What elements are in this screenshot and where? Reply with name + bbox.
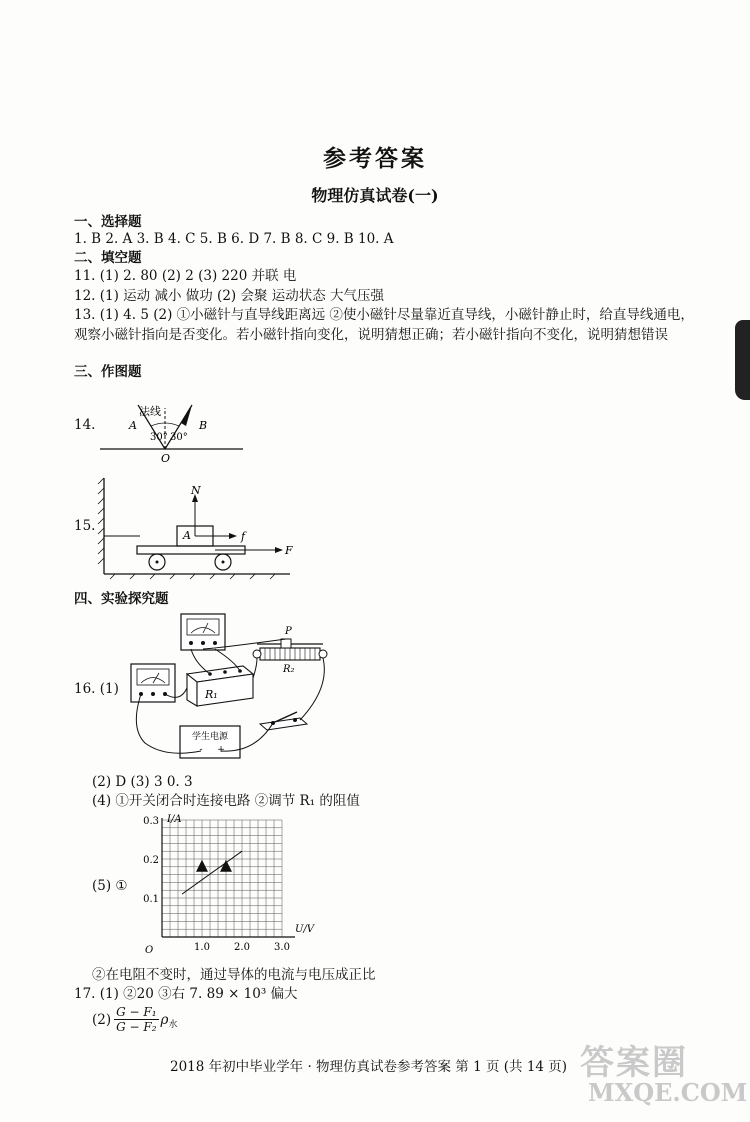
rho-subscript: 水 [168,1020,178,1030]
slider-p-label: P [285,626,292,637]
y-tick-label: 0.3 [143,816,159,827]
angle-right-label: 30° [170,432,188,443]
q16-part4: (4) ①开关闭合时连接电路 ②调节 R₁ 的阻值 [92,793,360,809]
fraction-denominator: G − F₂ [116,1020,157,1034]
data-point [196,860,208,872]
wall-hatching [98,478,104,564]
r2-label: R₂ [283,664,295,675]
angle-left-label: 30° [150,432,168,443]
origin-label: O [145,945,154,956]
resistor-r1-box [187,666,253,706]
circuit-diagram [125,608,345,773]
point-b-label: B [199,419,208,432]
block-a-label: A [183,529,191,542]
watermark-logo: 答案圈 [580,1043,688,1083]
y-axis-label: I/A [167,814,182,825]
fraction-numerator: G − F₁ [116,1005,157,1019]
x-axis-label: U/V [295,924,315,935]
reflection-diagram [95,400,255,465]
q16-part5: (5) ① [92,878,128,894]
switch [260,712,307,730]
point-a-label: A [129,419,137,432]
force-f-label: f [241,530,246,543]
q16-part2-3: (2) D (3) 3 0. 3 [92,774,193,790]
force-diagram [95,470,305,580]
q17-formula [92,1005,177,1034]
r1-label: R₁ [205,688,218,701]
section-drawing: 三、作图题 [74,364,142,380]
section-fill: 二、填空题 [74,250,142,266]
x-tick-label: 1.0 [194,942,210,953]
watermark-url: MXQE.COM [588,1078,748,1107]
section-experiment: 四、实验探究题 [74,591,169,607]
answer-q13: 13. (1) 4. 5 (2) ①小磁针与直导线距离远 ②使小磁针尽量靠近直导线，小磁针静止时，给直导线通电，观察小磁针指向是否变化。若小磁针指向变化，说明猜想正确；若小磁针指向不变化，说明猜想错误 [74,307,694,343]
rho-symbol: ρ [160,1011,169,1028]
point-o-label: O [161,452,171,465]
iu-graph [135,810,325,960]
y-tick-label: 0.2 [143,855,159,866]
power-plus: + [217,745,225,755]
q16-conclusion: ②在电阻不变时，通过导体的电流与电压成正比 [92,967,376,983]
data-markers [196,860,232,872]
q15-number: 15. [74,518,96,534]
x-tick-label: 2.0 [234,942,250,953]
power-minus: - [199,745,203,755]
answer-q11: 11. (1) 2. 80 (2) 2 (3) 220 并联 电 [74,268,297,284]
q16-part1: 16. (1) [74,681,119,697]
answer-q17-part1: 17. (1) ②20 ③右 7. 89 × 10³ 偏大 [74,986,298,1002]
y-tick-label: 0.1 [143,894,159,905]
ray-arrow [181,405,192,426]
force-n-label: N [191,484,201,497]
fraction [114,1005,158,1034]
force-bigf-label: F [285,544,293,557]
normal-label: 法线 [139,405,161,418]
trend-line [182,851,242,894]
scan-edge-blot [735,320,750,400]
answer-q12: 12. (1) 运动 减小 做功 (2) 会聚 运动状态 大气压强 [74,288,385,304]
voltmeter [181,614,225,650]
x-tick-label: 3.0 [274,942,290,953]
q14-number: 14. [74,417,96,433]
ground-hatching [110,574,275,579]
graph-grid [162,820,282,937]
q17-part2-prefix: (2) [92,1011,112,1028]
power-source-label: 学生电源 [191,732,229,742]
section-choice: 一、选择题 [74,214,142,230]
page-footer: 2018 年初中毕业学年 · 物理仿真试卷参考答案 第 1 页 (共 14 页) [170,1059,568,1075]
choice-answers: 1. B 2. A 3. B 4. C 5. B 6. D 7. B 8. C 9. B 10. A [74,231,394,247]
page-title: 参考答案 [323,145,427,172]
exam-subtitle: 物理仿真试卷(一) [311,186,439,205]
